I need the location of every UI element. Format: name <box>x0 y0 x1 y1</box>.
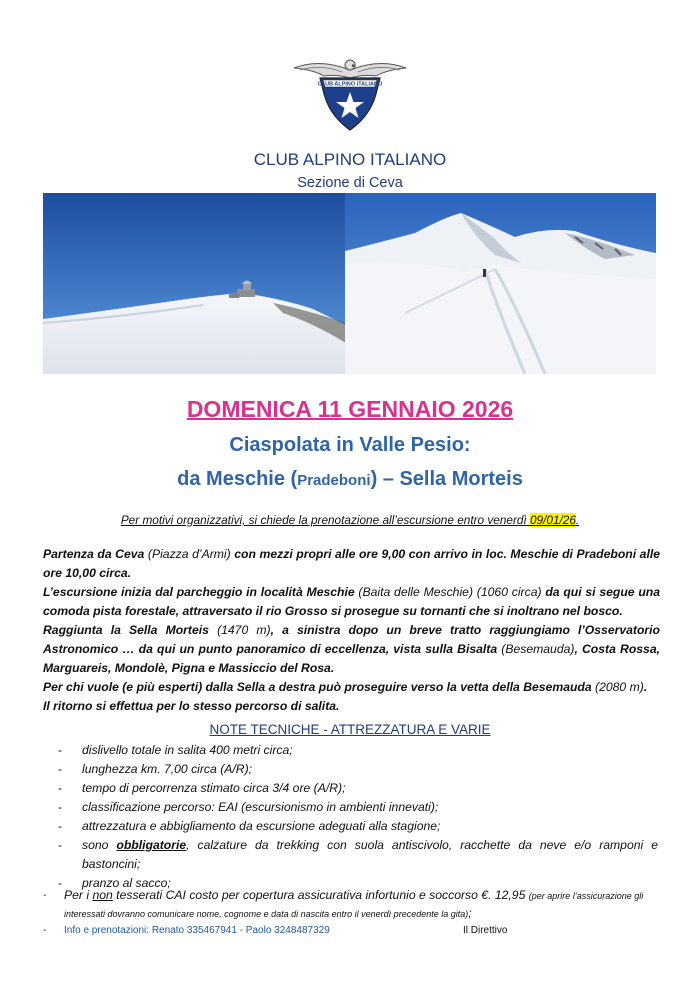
bullet-dash: - <box>58 876 63 890</box>
bullet-dash: - <box>43 925 47 936</box>
org-name: CLUB ALPINO ITALIANO <box>253 150 447 169</box>
desc-p1-a: Partenza da Ceva <box>43 547 148 561</box>
desc-p3-b: (1470 m) <box>217 623 271 637</box>
note-text: dislivello totale in salita 400 metri circa; <box>82 743 293 757</box>
bullet-dash: - <box>58 781 63 795</box>
event-subtitle-line2 <box>0 468 700 491</box>
desc-p4-b: (2080 m) <box>595 680 644 694</box>
booking-notice <box>0 513 700 527</box>
desc-p4-a: Per chi vuole (e più esperti) dalla Sella a destra può proseguire verso la vetta della Besemauda <box>43 680 596 694</box>
equipment-text-a: sono <box>82 838 117 852</box>
insurance-c: tesserati CAI costo per copertura assicurativa infortunio e soccorso €. 12,95 <box>112 888 529 902</box>
desc-paragraph-2 <box>43 583 660 621</box>
list-item <box>58 817 658 836</box>
desc-p2-e: da qui si segue una comoda pista forestale, attraversato il rio Grosso si prosegue su tornanti che si inoltrano nel bosco. <box>43 585 660 618</box>
contact-info: Info e prenotazioni: Renato 335467941 - Paolo 3248487329 <box>64 925 330 936</box>
event-date-title <box>0 396 700 423</box>
notes-title <box>0 722 700 737</box>
desc-p1-b: (Piazza d’Armi) <box>147 547 231 561</box>
list-item <box>58 760 658 779</box>
event-date-text: DOMENICA 11 GENNAIO 2026 <box>186 396 514 422</box>
note-text: pranzo al sacco; <box>82 876 171 890</box>
insurance-e: ; <box>468 906 472 920</box>
cai-logo <box>290 54 410 134</box>
subtitle-part-a: da Meschie ( <box>177 468 298 490</box>
insurance-details: (per aprire l’assicurazione gli interessati dovranno comunicare nome, cognome e data di nascita entro il venerdì precedente la gita) <box>64 891 644 919</box>
desc-paragraph-3 <box>43 621 660 678</box>
bullet-dash: - <box>58 819 63 833</box>
equipment-mandatory: obbligatorie <box>116 838 187 852</box>
footer-line <box>43 925 660 939</box>
event-description <box>43 545 660 716</box>
notice-text: Per motivi organizzativi, si chiede la prenotazione all’escursione entro venerdì <box>120 513 530 527</box>
signature-director: Il Direttivo <box>463 925 508 936</box>
list-item <box>58 798 658 817</box>
notice-deadline: 09/01/26 <box>529 513 576 527</box>
desc-paragraph-4 <box>43 678 660 697</box>
bullet-dash: - <box>58 762 63 776</box>
bullet-dash: - <box>58 838 63 852</box>
desc-p3-e: , Costa Rossa, Marguareis, Mondolè, Pigna e Massiccio del Rosa. <box>43 642 660 675</box>
subtitle-part-b: Pradeboni <box>297 472 371 489</box>
note-text: classificazione percorso: EAI (escursionismo in ambienti innevati); <box>82 800 439 814</box>
desc-p3-a: Raggiunta la Sella Morteis <box>43 623 218 637</box>
note-text: tempo di percorrenza stimato circa 3/4 ore (A/R); <box>82 781 346 795</box>
bullet-dash: - <box>43 890 47 901</box>
notes-title-text: NOTE TECNICHE - ATTREZZATURA E VARIE <box>209 722 491 737</box>
desc-paragraph-5: Il ritorno si effettua per lo stesso percorso di salita. <box>43 699 340 713</box>
desc-paragraph-1 <box>43 545 660 583</box>
event-subtitle-line1: Ciaspolata in Valle Pesio: <box>229 434 471 456</box>
org-section: Sezione di Ceva <box>297 175 403 191</box>
desc-p2-b: (Baita delle Meschie) <box>358 585 474 599</box>
note-text: lunghezza km. 7,00 circa (A/R); <box>82 762 253 776</box>
desc-p3-c: , a sinistra dopo un breve tratto raggiungiamo l’Osservatorio Astronomico … da qui un punto panoramico di eccellenza, vista sulla Bisalta <box>43 623 660 656</box>
bullet-dash: - <box>58 800 63 814</box>
insurance-non: non <box>92 888 113 902</box>
desc-p1-c: con mezzi propri alle ore 9,00 con arrivo in loc. Meschie di Pradeboni alle ore 10,00 circa. <box>43 547 660 580</box>
note-text: attrezzatura e abbigliamento da escursione adeguati alla stagione; <box>82 819 441 833</box>
photo-observatory <box>43 193 346 374</box>
bullet-dash: - <box>58 743 63 757</box>
desc-p4-c: . <box>643 680 648 694</box>
photo-snow-slope <box>345 193 656 374</box>
insurance-note <box>43 887 660 923</box>
insurance-a: Per i <box>64 888 93 902</box>
equipment-text-c: , calzature da trekking con suola antiscivolo, racchette da neve e/o ramponi e bastoncini; <box>82 838 658 871</box>
logo-text: CLUB ALPINO ITALIANO <box>317 81 383 88</box>
notes-list <box>58 741 658 893</box>
list-item <box>58 741 658 760</box>
subtitle-part-c: ) – Sella Morteis <box>370 468 523 490</box>
list-item-equipment <box>58 836 658 874</box>
desc-p2-d: (1060 circa) <box>476 585 542 599</box>
desc-p2-a: L’escursione inizia dal parcheggio in località Meschie <box>43 585 359 599</box>
desc-p3-d: (Besemauda) <box>501 642 575 656</box>
notice-end: . <box>575 513 580 527</box>
list-item <box>58 779 658 798</box>
